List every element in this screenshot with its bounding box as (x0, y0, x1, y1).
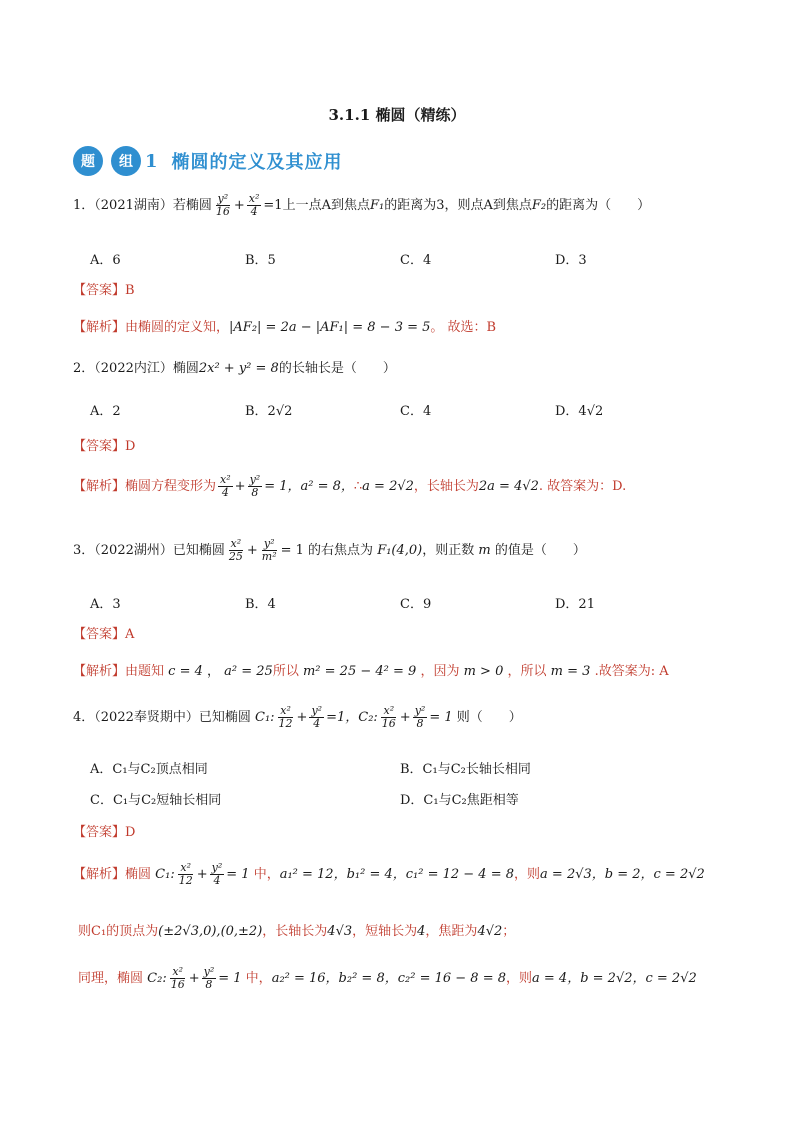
q3-answer: 【答案】A (73, 627, 135, 642)
q1-option-a: A．6 (90, 253, 121, 268)
section-header (73, 146, 343, 176)
frac-y2-16: $\frac{\text{y²}}{16}$ (215, 192, 230, 218)
q4-analysis-line-3: 同理，椭圆 C₂: $\frac{\text{x²}}{16}$ + $\frac{\text{y²}}{8}$ = 1 中，a₂² = 16，b₂² = 8，c₂² = 16 − 8 = 8，则a = 4，b = 2√2，c = 2√2 (78, 965, 697, 991)
section-badge-ti: 题 (73, 146, 103, 176)
q3-option-c: C．9 (400, 597, 432, 612)
q4-analysis-line-2: 则C₁的顶点为(±2√3,0),(0,±2)，长轴长为4√3，短轴长为4，焦距为4√2； (78, 924, 516, 939)
q2-option-c: C．4 (400, 404, 432, 419)
section-badge-zu: 组 (111, 146, 141, 176)
q3-option-b: B．4 (245, 597, 276, 612)
q4-option-c: C．C₁与C₂短轴长相同 (90, 793, 222, 808)
q4-option-a: A．C₁与C₂顶点相同 (90, 762, 208, 777)
section-title: 椭圆的定义及其应用 (171, 152, 343, 173)
q1-option-b: B．5 (245, 253, 276, 268)
q1-option-d: D．3 (555, 253, 587, 268)
q2-option-b: B．2√2 (245, 404, 293, 419)
q2-answer: 【答案】D (73, 439, 136, 454)
q4-analysis-line-1: 【解析】椭圆 C₁: $\frac{\text{x²}}{12}$ + $\frac{\text{y²}}{4}$ = 1 中，a₁² = 12，b₁² = 4，c₁² = 12 − 4 = 8，则a = 2√3，b = 2，c = 2√2 (73, 861, 705, 887)
q4-option-b: B．C₁与C₂长轴长相同 (400, 762, 531, 777)
q2-option-d: D．4√2 (555, 404, 604, 419)
q1-analysis: 【解析】由椭圆的定义知，|AF₂| = 2a − |AF₁| = 8 − 3 = 5。 故选：B (73, 320, 497, 335)
page-title: 3.1.1 椭圆（精练） (328, 106, 466, 124)
question-4: 4．（2022奉贤期中）已知椭圆 C₁: $\frac{\text{x²}}{12}$ + $\frac{\text{y²}}{4}$ =1，C₂: $\frac{\text{x²}}{16}$ + $\frac{\text{y²}}{8}$ = 1 则（ ） (73, 704, 522, 730)
q1-answer: 【答案】B (73, 283, 135, 298)
frac-x2-4: $\frac{\text{x²}}{4}$ (248, 192, 260, 218)
section-number: 1 (145, 150, 158, 172)
q3-option-d: D．21 (555, 597, 595, 612)
q4-option-d: D．C₁与C₂焦距相等 (400, 793, 519, 808)
q4-answer: 【答案】D (73, 825, 136, 840)
q2-option-a: A．2 (90, 404, 121, 419)
q1-option-c: C．4 (400, 253, 432, 268)
q2-analysis: 【解析】椭圆方程变形为 $\frac{\text{x²}}{4}$ + $\frac{\text{y²}}{8}$ = 1，a² = 8，∴a = 2√2，长轴长为2a = 4√2. 故答案为：D. (73, 473, 627, 499)
q3-analysis: 【解析】由题知 c = 4 ， a² = 25所以 m² = 25 − 4² = 9 ，因为 m > 0 ，所以 m = 3 .故答案为: A (73, 664, 669, 679)
question-1: 1．（2021湖南）若椭圆 $\frac{\text{y²}}{16}$ + $\frac{\text{x²}}{4}$ =1上一点A到焦点F₁的距离为3，则点A到焦点F₂的距离为（ ） (73, 192, 651, 218)
question-2: 2．（2022内江）椭圆2x² + y² = 8的长轴长是（ ） (73, 361, 396, 376)
q3-option-a: A．3 (90, 597, 121, 612)
question-3: 3．（2022湖州）已知椭圆 $\frac{\text{x²}}{25}$ + $\frac{\text{y²}}{\text{m²}}$ = 1 的右焦点为 F₁(4,0)，则正数 m 的值是（ ） (73, 537, 586, 563)
